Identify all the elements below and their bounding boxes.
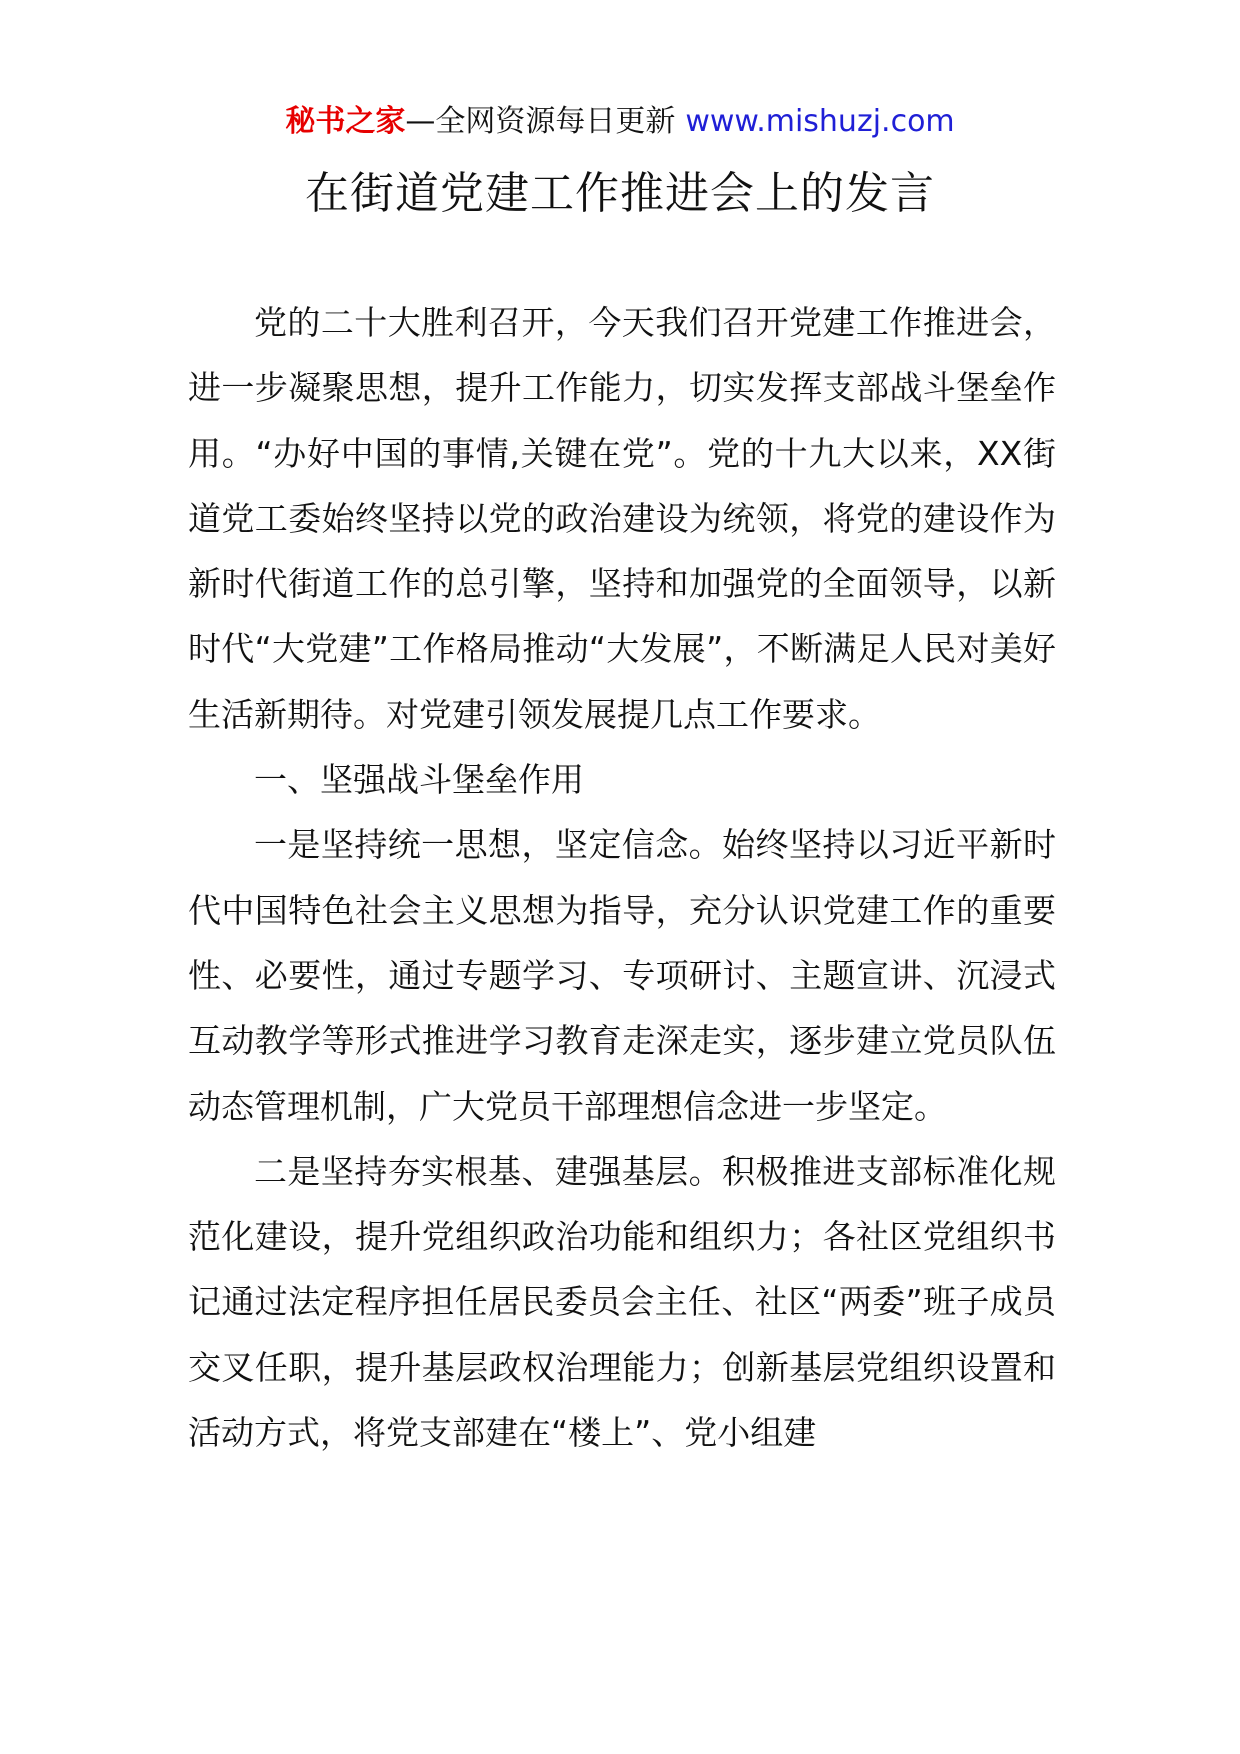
website-link[interactable]: www.mishuzj.com <box>685 104 955 139</box>
body-paragraph: 二是坚持夯实根基、建强基层。积极推进支部标准化规范化建设，提升党组织政治功能和组织力；各社区党组织书记通过法定程序担任居民委员会主任、社区“两委”班子成员交叉任职，提升基层政权治理能力；创新基层党组织设置和活动方式，将党支部建在“楼上”、党小组建 <box>188 1151 1056 1453</box>
body-paragraph: 党的二十大胜利召开，今天我们召开党建工作推进会，进一步凝聚思想，提升工作能力，切实发挥支部战斗堡垒作用。“办好中国的事情,关键在党”。党的十九大以来，XX街道党工委始终坚持以党的政治建设为统领，将党的建设作为新时代街道工作的总引擎，坚持和加强党的全面领导，以新时代“大党建”工作格局推动“大发展”，不断满足人民对美好生活新期待。对党建引领发展提几点工作要求。 <box>188 303 1056 734</box>
brand-tagline: —全网资源每日更新 <box>405 104 676 139</box>
brand-name: 秘书之家 <box>285 104 406 139</box>
site-banner <box>0 100 1240 144</box>
document-title: 在街道党建工作推进会上的发言 <box>305 168 935 219</box>
section-heading: 一、坚强战斗堡垒作用 <box>254 760 584 800</box>
body-paragraph: 一是坚持统一思想，坚定信念。始终坚持以习近平新时代中国特色社会主义思想为指导，充分认识党建工作的重要性、必要性，通过专题学习、专项研讨、主题宣讲、沉浸式互动教学等形式推进学习教育走深走实，逐步建立党员队伍动态管理机制，广大党员干部理想信念进一步坚定。 <box>188 825 1056 1126</box>
document-body <box>188 290 1056 1465</box>
